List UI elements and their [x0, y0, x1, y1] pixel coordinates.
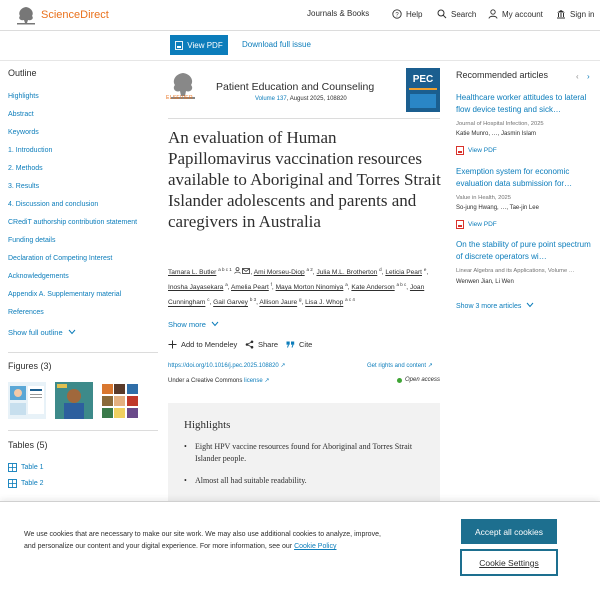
outline-item-references[interactable]: References	[8, 309, 44, 316]
journal-divider	[168, 118, 440, 119]
figures-heading: Figures (3)	[8, 361, 52, 371]
table-link-2[interactable]	[8, 479, 44, 488]
recommended-view-pdf-link[interactable]	[456, 220, 497, 229]
cookie-banner	[0, 501, 600, 600]
recommended-article-authors: Katie Munro, …, Jasmin Islam	[456, 131, 537, 137]
plus-icon	[168, 340, 177, 349]
issue-date: , August 2025, 108820	[286, 96, 347, 102]
institution-icon	[556, 9, 566, 19]
author-affiliation: b 3	[249, 297, 257, 303]
author-link[interactable]: Leticia Peart	[385, 269, 422, 277]
author-link[interactable]: Ami Morseu-Diop	[253, 269, 305, 277]
pdf-icon	[456, 220, 464, 229]
outline-item-keywords[interactable]: Keywords	[8, 129, 39, 136]
person-icon	[488, 9, 498, 19]
author-affiliation: d	[379, 267, 382, 272]
license-prefix: Under a Creative Commons	[168, 378, 243, 384]
author-link[interactable]: Gail Garvey	[213, 299, 248, 307]
sidebar-divider	[8, 430, 158, 431]
recommended-view-pdf-link[interactable]	[456, 146, 497, 155]
highlight-item: • Eight HPV vaccine resources found for Aboriginal and Torres Strait Islander people.	[184, 441, 414, 465]
cover-band	[409, 88, 437, 90]
chevron-down-icon	[526, 302, 534, 308]
cookie-text: We use cookies that are necessary to make our site work. We may also use additional cookies to analyze, improve, and personalize our content and your digital experience. For more information, see our	[24, 531, 381, 550]
doi-text: https://doi.org/10.1016/j.pec.2025.108820	[168, 363, 279, 369]
action-label: Add to Mendeley	[181, 340, 238, 349]
download-full-issue-link[interactable]: Download full issue	[242, 40, 311, 49]
rights-text: Get rights and content	[367, 363, 427, 369]
author-link[interactable]: Kate Anderson	[351, 284, 395, 292]
site-header	[0, 0, 600, 31]
recommended-articles-heading: Recommended articles	[456, 70, 549, 80]
highlight-item: • Almost all had suitable readability.	[184, 475, 414, 487]
table-icon	[8, 463, 17, 472]
author-affiliation: g	[298, 297, 302, 303]
highlights-title: Highlights	[184, 419, 231, 431]
table-link-label: Table 1	[21, 464, 44, 471]
journal-cover-image[interactable]	[406, 68, 440, 112]
author-link[interactable]: Amelia Peart	[231, 284, 269, 292]
add-to-mendeley-button[interactable]	[168, 340, 237, 349]
outline-item-highlights[interactable]: Highlights	[8, 93, 39, 100]
recommended-article-source: Value in Health, 2025	[456, 195, 512, 201]
recommended-article-source: Linear Algebra and its Applications, Volume …	[456, 268, 575, 274]
author-affiliation: f	[270, 282, 272, 288]
outline-item-funding[interactable]: Funding details	[8, 237, 56, 244]
cookie-settings-button[interactable]	[461, 550, 557, 575]
person-icon	[234, 267, 241, 274]
outline-item-methods[interactable]: 2. Methods	[8, 165, 43, 172]
cookie-settings-label: Cookie Settings	[479, 557, 539, 568]
outline-item-appendix[interactable]: Appendix A. Supplementary material	[8, 291, 122, 298]
recommended-article-authors: So-jung Hwang, …, Tae-jin Lee	[456, 205, 539, 211]
view-pdf-label: View PDF	[187, 40, 223, 50]
show-more-label: Show more	[168, 320, 206, 329]
author-affiliation: a b c	[396, 282, 407, 288]
nav-label: Help	[406, 9, 423, 19]
outline-item-abstract[interactable]: Abstract	[8, 111, 34, 118]
chevron-down-icon	[68, 329, 76, 335]
sciencedirect-logo[interactable]	[15, 5, 109, 25]
sign-in-link[interactable]	[556, 9, 594, 19]
elsevier-wordmark: ELSEVIER	[166, 95, 193, 101]
author-link[interactable]: Tamara L. Butler	[168, 269, 217, 277]
outline-item-introduction[interactable]: 1. Introduction	[8, 147, 53, 154]
pdf-icon	[456, 146, 464, 155]
author-link[interactable]: Inosha Jayasekara	[168, 284, 224, 292]
table-icon	[8, 479, 17, 488]
nav-label: Search	[451, 9, 477, 19]
figure-thumbnail-2[interactable]	[55, 382, 93, 419]
brand-name: ScienceDirect	[41, 9, 109, 21]
nav-label: Sign in	[570, 9, 595, 19]
view-pdf-label: View PDF	[468, 147, 497, 154]
author-affiliation: c	[207, 297, 210, 303]
license-info	[168, 377, 269, 384]
license-link[interactable]: license	[244, 378, 263, 384]
svg-text:?: ?	[395, 12, 399, 19]
author-link[interactable]: Allison Jaure	[259, 299, 298, 307]
recommended-article-source: Journal of Hospital Infection, 2025	[456, 121, 544, 127]
recommended-article-title[interactable]: Exemption system for economic evaluation data submission for…	[456, 167, 573, 188]
get-rights-link[interactable]: Get rights and content ↗	[367, 363, 433, 369]
previous-arrow-icon[interactable]: ‹	[576, 72, 579, 81]
highlights-box	[168, 403, 440, 513]
pdf-document-icon	[175, 41, 183, 50]
view-pdf-label: View PDF	[468, 221, 497, 228]
outline-item-discussion[interactable]: 4. Discussion and conclusion	[8, 201, 99, 208]
search-icon	[437, 9, 447, 19]
doi-link[interactable]: https://doi.org/10.1016/j.pec.2025.108820 ↗	[168, 363, 286, 369]
recommended-article-title[interactable]: Healthcare worker attitudes to lateral flow device testing and sick…	[456, 93, 587, 114]
author-affiliation: a	[225, 282, 228, 288]
search-link[interactable]	[437, 9, 476, 19]
open-access-icon	[397, 378, 402, 383]
author-affiliation: a b c 1	[218, 267, 232, 272]
open-access-badge	[397, 377, 440, 383]
figure-thumbnail-1[interactable]	[8, 382, 46, 419]
cookie-policy-link[interactable]: Cookie Policy	[294, 543, 337, 550]
cover-graphic	[410, 94, 436, 108]
action-label: Share	[258, 340, 279, 349]
show-more-authors-button[interactable]	[168, 320, 219, 329]
author-link[interactable]: Julia M.L. Brotherton	[316, 269, 378, 277]
outline-title: Outline	[8, 68, 37, 78]
help-link[interactable]	[392, 9, 422, 19]
share-icon	[245, 340, 254, 349]
share-button[interactable]	[245, 340, 278, 349]
open-access-label: Open access	[405, 377, 441, 383]
external-link-icon: ↗	[264, 378, 270, 384]
nav-label: Journals & Books	[307, 9, 370, 18]
outline-item-competing-interest[interactable]: Declaration of Competing Interest	[8, 255, 113, 262]
cover-label: PEC	[412, 74, 434, 85]
author-link[interactable]: Maya Morton Ninomiya	[275, 284, 344, 292]
cite-button[interactable]	[286, 340, 312, 349]
show-full-outline-button[interactable]	[8, 328, 158, 337]
sidebar-divider	[8, 352, 158, 353]
cookie-message	[24, 529, 394, 553]
show-full-outline-label: Show full outline	[8, 328, 63, 337]
article-title: An evaluation of Human Papillomavirus vaccination resources available to Aboriginal and Torres Strait Islander adolescents and parents and caregivers in Australia	[168, 128, 441, 231]
outline-item-acknowledgements[interactable]: Acknowledgements	[8, 273, 69, 280]
recommended-article-authors: Wenwen Jian, Li Wen	[456, 279, 514, 285]
chevron-down-icon	[211, 321, 219, 327]
outline-panel	[8, 68, 158, 337]
elsevier-tree-icon	[15, 5, 37, 25]
recommended-article-title[interactable]: On the stability of pure point spectrum of discrete operators wi…	[456, 240, 591, 261]
author-affiliation: e	[423, 267, 427, 272]
author-affiliation: a	[345, 282, 348, 288]
author-affiliation: a c 4	[345, 297, 355, 303]
accept-all-cookies-button[interactable]: Accept all cookies	[461, 519, 557, 544]
nav-label: My account	[502, 9, 543, 19]
volume-link[interactable]: Volume 137	[255, 96, 287, 102]
tables-heading: Tables (5)	[8, 440, 48, 450]
table-link-label: Table 2	[21, 480, 44, 487]
help-circle-icon	[392, 9, 402, 19]
author-list: Tamara L. Butler $^{a b c 1}$ , Ami Morseu-Diop $^{a 2}$, Julia M.L. Brotherton $^d$, Leticia Peart $^e$, Inosha Jayasekara $^a$, Amelia Peart $^f$, Maya Morton Ninomiya $^a$, Kate Anderson $^{a b c}$, Joan Cunningham $^c$, Gail Garvey $^{b 3}$, Allison Jaure $^g$, Lisa J. Whop $^{a c 4}$	[168, 267, 429, 307]
next-arrow-icon[interactable]: ›	[587, 72, 590, 81]
outline-item-results[interactable]: 3. Results	[8, 183, 40, 190]
journal-title[interactable]: Patient Education and Counseling	[216, 81, 375, 93]
action-label: Cite	[299, 340, 313, 349]
quote-icon	[286, 340, 295, 349]
show-more-articles-label: Show 3 more articles	[456, 303, 522, 310]
show-more-articles-button[interactable]	[456, 302, 534, 310]
author-link[interactable]: Lisa J. Whop	[305, 299, 344, 307]
figure-thumbnail-3[interactable]	[101, 382, 139, 419]
journals-books-link[interactable]	[307, 9, 369, 18]
journal-volume-info	[255, 96, 347, 102]
my-account-link[interactable]	[488, 9, 543, 19]
table-link-1[interactable]	[8, 463, 44, 472]
author-link[interactable]: Joan Cunningham	[168, 284, 425, 307]
view-pdf-button[interactable]	[170, 35, 228, 55]
author-affiliation: a 2	[306, 267, 313, 272]
outline-item-credit[interactable]: CRediT authorship contribution statement	[8, 219, 138, 226]
email-icon[interactable]	[242, 268, 250, 274]
